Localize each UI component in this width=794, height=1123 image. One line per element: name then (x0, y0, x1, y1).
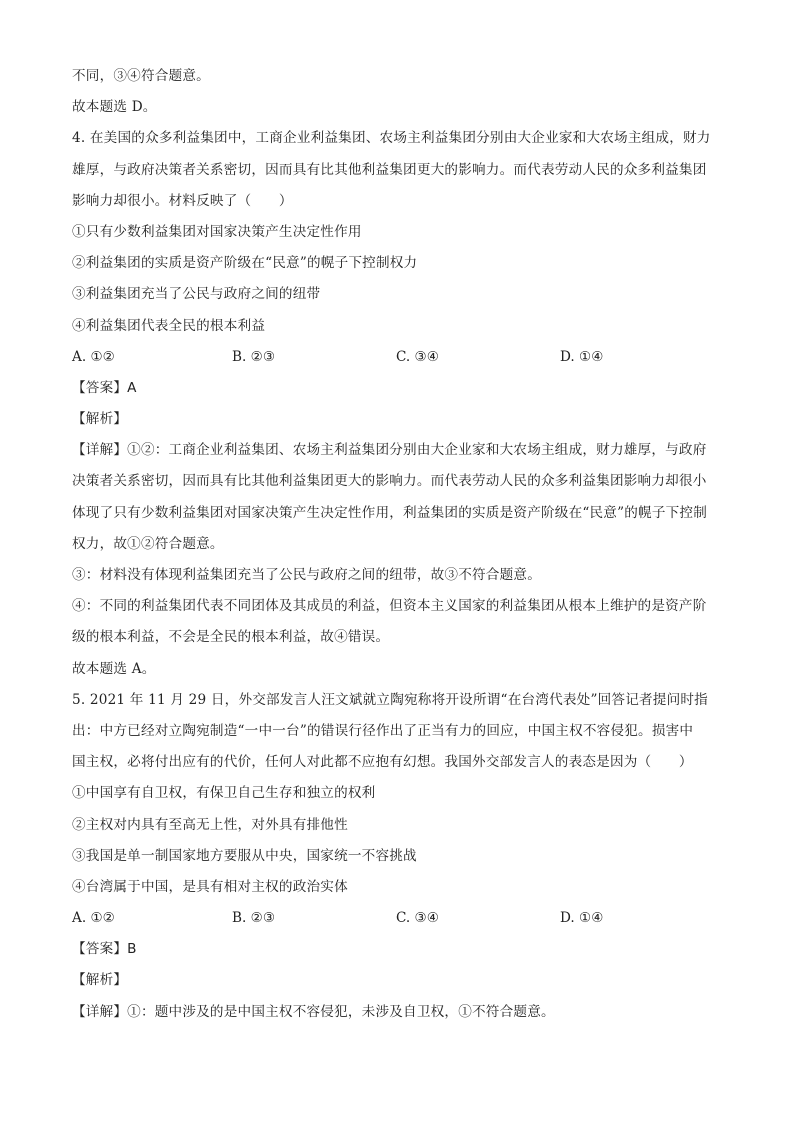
text-line: 故本题选 D。 (72, 99, 157, 116)
statement-item: ④台湾属于中国，是具有相对主权的政治实体 (72, 878, 348, 895)
detail-line: ③：材料没有体现利益集团充当了公民与政府之间的纽带，故③不符合题意。 (72, 567, 541, 583)
statement-item: ②利益集团的实质是资产阶级在“民意”的幌子下控制权力 (72, 255, 418, 272)
option-b: B. ②③ (232, 348, 276, 365)
analysis-label: 【解析】 (72, 972, 128, 989)
option-c: C. ③④ (396, 910, 439, 927)
detail-line: ④：不同的利益集团代表不同团体及其成员的利益，但资本主义国家的利益集团从根本上维护的是资产阶 (72, 598, 707, 615)
option-a: A. ①② (72, 910, 115, 927)
option-b: B. ②③ (232, 910, 276, 927)
detail-line: 权力，故①②符合题意。 (72, 535, 224, 552)
question-stem-line: 国主权，必将付出应有的代价，任何人对此都不应抱有幻想。我国外交部发言人的表态是因为（ ） (72, 754, 693, 771)
analysis-label: 【解析】 (72, 411, 128, 428)
option-d: D. ①④ (560, 348, 604, 365)
statement-item: ③我国是单一制国家地方要服从中央，国家统一不容挑战 (72, 847, 417, 864)
question-stem-line: 4. 在美国的众多利益集团中，工商企业利益集团、农场主利益集团分别由大企业家和大农场主组成，财力 (72, 130, 711, 147)
detail-line: 体现了只有少数利益集团对国家决策产生决定性作用，利益集团的实质是资产阶级在“民意”的幌子下控制 (72, 504, 708, 521)
text-line: 不同，③④符合题意。 (72, 68, 210, 84)
detail-line: 【详解】①：题中涉及的是中国主权不容侵犯，未涉及自卫权，①不符合题意。 (72, 1003, 555, 1020)
statement-item: ②主权对内具有至高无上性，对外具有排他性 (72, 816, 348, 833)
document-page (72, 61, 732, 1028)
answer-options (72, 342, 732, 373)
option-c: C. ③④ (396, 348, 439, 365)
detail-line: 决策者关系密切，因而具有比其他利益集团更大的影响力。而代表劳动人民的众多利益集团影响力却很小 (72, 473, 707, 490)
statement-item: ④利益集团代表全民的根本利益 (72, 317, 266, 334)
statement-item: ①中国享有自卫权，有保卫自己生存和独立的权利 (72, 785, 376, 802)
detail-line: 故本题选 A。 (72, 660, 156, 677)
question-stem-line: 5. 2021 年 11 月 29 日，外交部发言人汪文斌就立陶宛称将开设所谓“在台湾代表处”回答记者提问时指 (72, 691, 708, 708)
statement-item: ③利益集团充当了公民与政府之间的纽带 (72, 286, 321, 303)
option-a: A. ①② (72, 348, 115, 365)
answer-label: 【答案】A (72, 379, 137, 396)
statement-item: ①只有少数利益集团对国家决策产生决定性作用 (72, 223, 362, 240)
detail-line: 级的根本利益，不会是全民的根本利益，故④错误。 (72, 629, 390, 646)
question-5 (72, 685, 732, 1028)
question-stem-line: 影响力却很小。材料反映了（ ） (72, 192, 293, 209)
answer-options (72, 903, 732, 934)
question-4 (72, 123, 732, 684)
detail-line: 【详解】①②：工商企业利益集团、农场主利益集团分别由大企业家和大农场主组成，财力雄厚，与政府 (72, 442, 707, 459)
question-stem-line: 出：中方已经对立陶宛制造“一中一台”的错误行径作出了正当有力的回应，中国主权不容侵犯。损害中 (72, 722, 694, 739)
option-d: D. ①④ (560, 910, 604, 927)
question-stem-line: 雄厚，与政府决策者关系密切，因而具有比其他利益集团更大的影响力。而代表劳动人民的众多利益集团 (72, 161, 707, 178)
answer-label: 【答案】B (72, 941, 137, 958)
